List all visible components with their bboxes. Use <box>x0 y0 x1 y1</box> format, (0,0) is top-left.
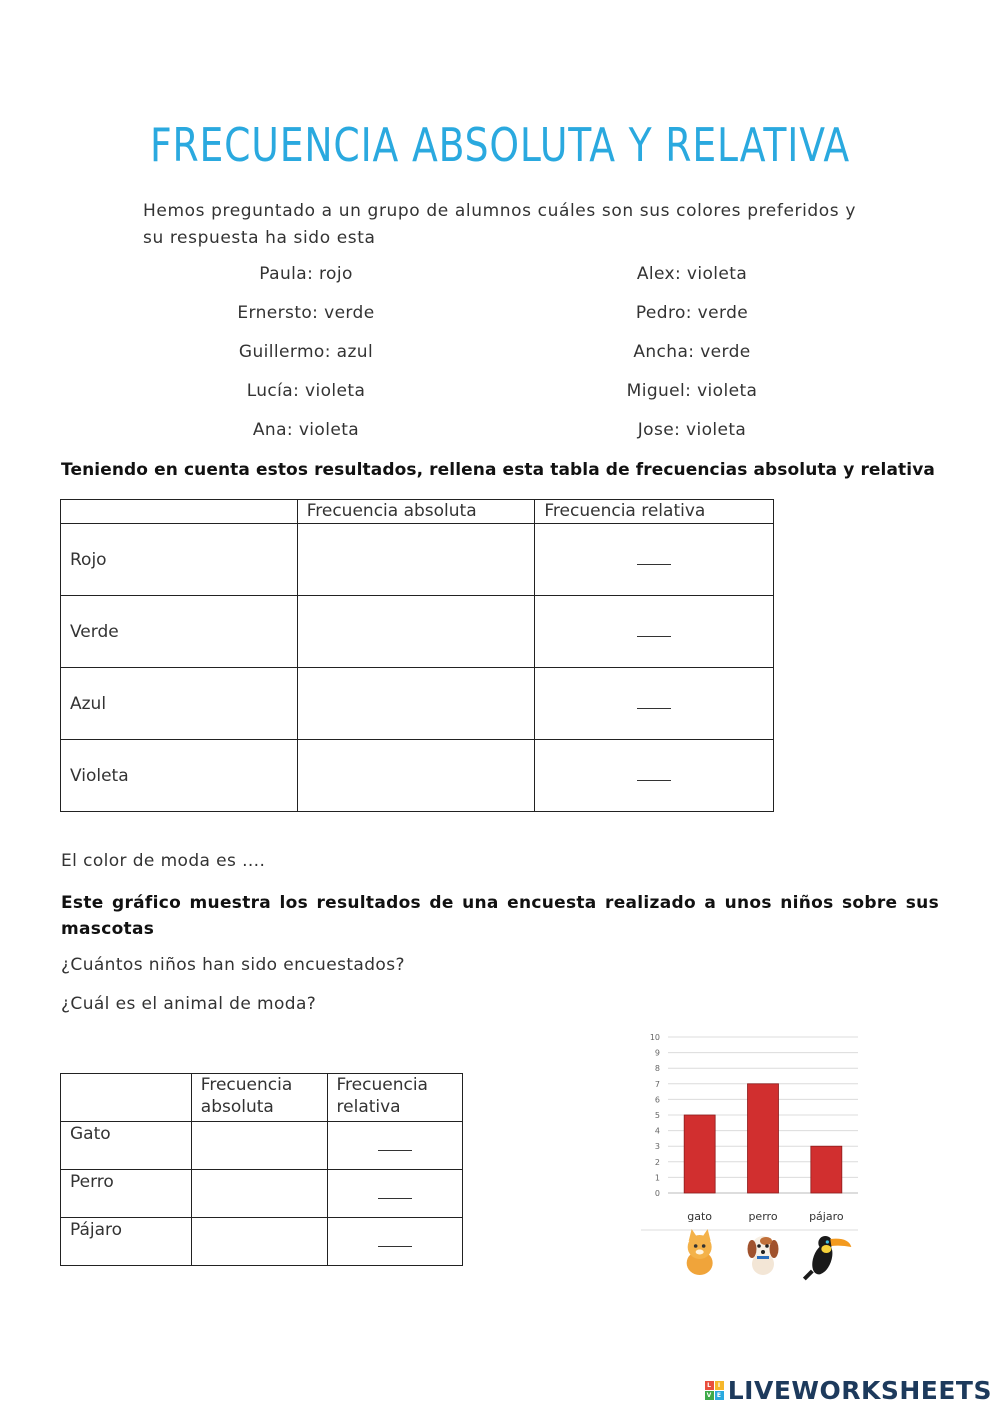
relative-input-cell[interactable] <box>535 740 774 812</box>
answer-item: Ancha: verde <box>633 342 751 362</box>
bar-perro <box>748 1084 779 1193</box>
row-label: Gato <box>61 1122 192 1170</box>
row-label: Perro <box>61 1170 192 1218</box>
fraction-line <box>637 635 671 637</box>
answer-item: Ernersto: verde <box>237 303 375 323</box>
fraction-line <box>637 779 671 781</box>
relative-input-cell[interactable] <box>327 1122 462 1170</box>
absolute-input-cell[interactable] <box>191 1218 327 1266</box>
toucan-icon <box>804 1236 851 1279</box>
answer-item: Pedro: verde <box>635 303 749 323</box>
header-absolute-text: Frecuencia absoluta <box>200 1075 293 1117</box>
header-absolute: Frecuencia absoluta <box>297 500 535 524</box>
x-tick-label: gato <box>687 1210 713 1223</box>
relative-input-cell[interactable] <box>535 596 774 668</box>
row-label: Pájaro <box>61 1218 192 1266</box>
answer-item: Alex: violeta <box>636 264 748 284</box>
moda-color-text: El color de moda es .... <box>61 851 266 871</box>
absolute-input-cell[interactable] <box>191 1122 327 1170</box>
y-tick-label: 10 <box>649 1033 660 1042</box>
question-count: ¿Cuántos niños han sido encuestados? <box>61 955 405 975</box>
answer-item: Paula: rojo <box>259 264 353 284</box>
table-row <box>61 1122 463 1170</box>
relative-input-cell[interactable] <box>327 1170 462 1218</box>
row-label: Verde <box>61 596 298 668</box>
table-row <box>61 1218 463 1266</box>
pet-bar-chart <box>636 1022 866 1292</box>
y-tick-label: 8 <box>654 1064 660 1074</box>
header-cell-empty <box>61 500 298 524</box>
y-tick-label: 1 <box>654 1173 660 1183</box>
row-label: Rojo <box>61 524 298 596</box>
fraction-line <box>378 1245 412 1247</box>
relative-input-cell[interactable] <box>535 668 774 740</box>
y-tick-label: 2 <box>654 1157 660 1167</box>
question-mode: ¿Cuál es el animal de moda? <box>61 994 317 1014</box>
row-label: Violeta <box>61 740 298 812</box>
absolute-input-cell[interactable] <box>191 1170 327 1218</box>
y-tick-label: 5 <box>654 1111 660 1120</box>
table-row <box>61 596 774 668</box>
y-tick-label: 6 <box>654 1095 660 1105</box>
color-frequency-table <box>60 499 774 812</box>
header-relative <box>327 1074 462 1122</box>
intro-text: Hemos preguntado a un grupo de alumnos cuáles son sus colores preferidos y su respuesta ha sido esta <box>143 201 856 248</box>
header-absolute <box>191 1074 327 1122</box>
table-row <box>61 740 774 812</box>
absolute-input-cell[interactable] <box>297 524 535 596</box>
absolute-input-cell[interactable] <box>297 740 535 812</box>
liveworksheets-logo <box>705 1376 992 1405</box>
table-header-row <box>61 500 774 524</box>
table-header-row <box>61 1074 463 1122</box>
absolute-input-cell[interactable] <box>297 596 535 668</box>
header-relative-text: Frecuencia relativa <box>336 1075 428 1117</box>
relative-input-cell[interactable] <box>535 524 774 596</box>
header-relative: Frecuencia relativa <box>535 500 774 524</box>
instruction-table1: Teniendo en cuenta estos resultados, rellena esta tabla de frecuencias absoluta y relativa <box>61 460 935 480</box>
bar-pájaro <box>811 1146 842 1193</box>
y-tick-label: 7 <box>654 1079 660 1089</box>
table-row <box>61 1170 463 1218</box>
answer-item: Ana: violeta <box>252 420 360 440</box>
y-tick-label: 0 <box>654 1189 660 1198</box>
worksheet-title: FRECUENCIA ABSOLUTA Y RELATIVA <box>149 118 851 172</box>
fraction-line <box>378 1197 412 1199</box>
bar-gato <box>684 1115 715 1193</box>
answer-item: Guillermo: azul <box>238 342 374 362</box>
table-row <box>61 524 774 596</box>
y-tick-label: 9 <box>654 1048 660 1058</box>
row-label: Azul <box>61 668 298 740</box>
header-cell-empty <box>61 1074 192 1122</box>
answer-item: Jose: violeta <box>637 420 747 440</box>
dog-icon <box>748 1236 779 1275</box>
logo-text: LIVEWORKSHEETS <box>727 1376 992 1405</box>
y-tick-label: 4 <box>654 1126 660 1136</box>
y-tick-label: 3 <box>654 1142 660 1152</box>
fraction-line <box>378 1149 412 1151</box>
answer-item: Lucía: violeta <box>246 381 366 401</box>
x-tick-label: perro <box>748 1210 778 1223</box>
relative-input-cell[interactable] <box>327 1218 462 1266</box>
x-tick-label: pájaro <box>809 1210 844 1223</box>
instruction-chart: Este gráfico muestra los resultados de una encuesta realizado a unos niños sobre sus mascotas <box>61 893 939 939</box>
cat-icon <box>687 1229 713 1275</box>
bar-chart-svg <box>636 1022 866 1292</box>
answer-item: Miguel: violeta <box>626 381 758 401</box>
fraction-line <box>637 563 671 565</box>
fraction-line <box>637 707 671 709</box>
logo-mark-icon: L I V E <box>705 1381 724 1400</box>
pet-frequency-table <box>60 1073 463 1266</box>
absolute-input-cell[interactable] <box>297 668 535 740</box>
table-row <box>61 668 774 740</box>
